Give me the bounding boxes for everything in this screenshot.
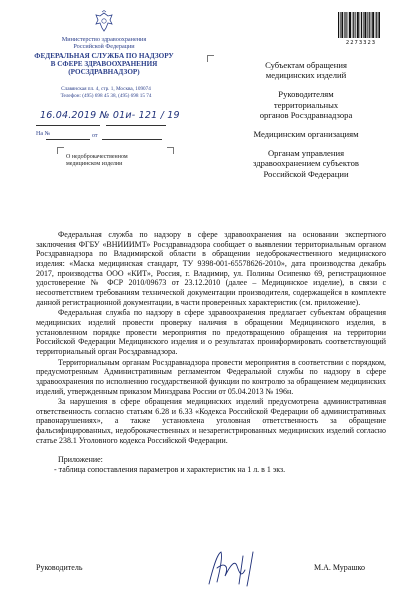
- body-paragraph: Федеральная служба по надзору в сфере здравоохранения на основании экспертного заключения ФГБУ «ВНИИИМТ» Росздравнадзора сообщает о выявлении территориальным органом Росздравнадзора по Владимирской области в обращении недоброкачественного медицинского изделия: «Маска медицинская стандарт, ТУ 9398-001-65578626-2010», дата производства декабрь 2017, производства ООО «КИТ», Россия, г. Владимир, ул. Полины Осипенко 69, регистрационное удостоверение № ФСР 2010/09673 от 23.12.2010 (далее – Медицинское изделие), в связи с несоответствием требованиям технической документации производителя, содержащейся в комплекте данной регистрационной документации, в части проверенных характеристик (см. приложение).: [36, 230, 386, 307]
- barcode: [338, 12, 380, 38]
- letter-body: [36, 230, 386, 475]
- recipient: Руководителям территориальных органов Росздравнадзора: [259, 89, 353, 120]
- signatory-position: Руководитель: [36, 563, 83, 572]
- recipient: Медицинским организациям: [253, 129, 359, 140]
- reference-number-label: На №: [36, 131, 51, 137]
- signatory-name: М.А. Мурашко: [314, 563, 365, 572]
- service-name: ФЕДЕРАЛЬНАЯ СЛУЖБА ПО НАДЗОРУ В СФЕРЕ ЗДРАВООХРАНЕНИЯ (РОСЗДРАВНАДЗОР): [34, 52, 174, 76]
- service-address: Славянская пл. 4, стр. 1, Москва, 109074 Телефон: (495) 698 45 38, (495) 698 15 74: [60, 86, 152, 99]
- reference-date-line: [102, 139, 162, 140]
- barcode-number: 2273323: [345, 40, 377, 46]
- corner-mark: [167, 147, 174, 154]
- document-date-number: 16.04.2019 № 01и- 121 / 19: [40, 110, 180, 121]
- handwritten-signature: [195, 548, 275, 588]
- reference-date-label: от: [92, 133, 98, 139]
- corner-mark: [207, 55, 214, 62]
- attachment-title: Приложение:: [58, 455, 103, 465]
- date-underline: [36, 125, 100, 126]
- recipients-block: [226, 60, 386, 188]
- body-paragraph: За нарушения в сфере обращения медицинских изделий предусмотрена административная ответственность согласно статьям 6.28 и 6.33 «Кодекса Российской Федерации об административных правонарушениях», а также установлена уголовная ответственность за обращение фальсифицированных, недоброкачественных и незарегистрированных медицинских изделий согласно статье 238.1 Уголовного кодекса Российской Федерации.: [36, 397, 386, 445]
- recipient: Субъектам обращения медицинских изделий: [265, 60, 347, 81]
- body-paragraph: Территориальным органам Росздравнадзора провести мероприятия в соответствии с порядком, предусмотренным Административным регламентом Федеральной службы по надзору в сфере здравоохранения по исполнению государственной функции по контролю за обращением медицинских изделий, утвержденным приказом Минздрава России от 05.04.2013 № 196н.: [36, 357, 386, 396]
- letter-subject: О недоброкачественном медицинском изделии: [66, 154, 128, 168]
- body-paragraph: Федеральная служба по надзору в сфере здравоохранения предлагает субъектам обращения медицинских изделий провести проверку наличия в обращении Медицинского изделия, в установленном порядке провести мероприятия по предотвращению обращения на территории Российской Федерации Медицинского изделия и о результатах проинформировать соответствующий территориальный орган Росздравнадзора.: [36, 308, 386, 356]
- number-underline: [106, 125, 166, 126]
- coat-of-arms-emblem: [93, 10, 115, 34]
- recipient: Органам управления здравоохранением субъектов Российской Федерации: [253, 148, 359, 179]
- attachment-block: [36, 455, 386, 474]
- ministry-name: Министерство здравоохранения Российской Федерации: [61, 36, 147, 50]
- corner-mark: [57, 147, 64, 154]
- reference-number-line: [46, 139, 90, 140]
- attachment-item: - таблица сопоставления параметров и характеристик на 1 л. в 1 экз.: [54, 465, 286, 475]
